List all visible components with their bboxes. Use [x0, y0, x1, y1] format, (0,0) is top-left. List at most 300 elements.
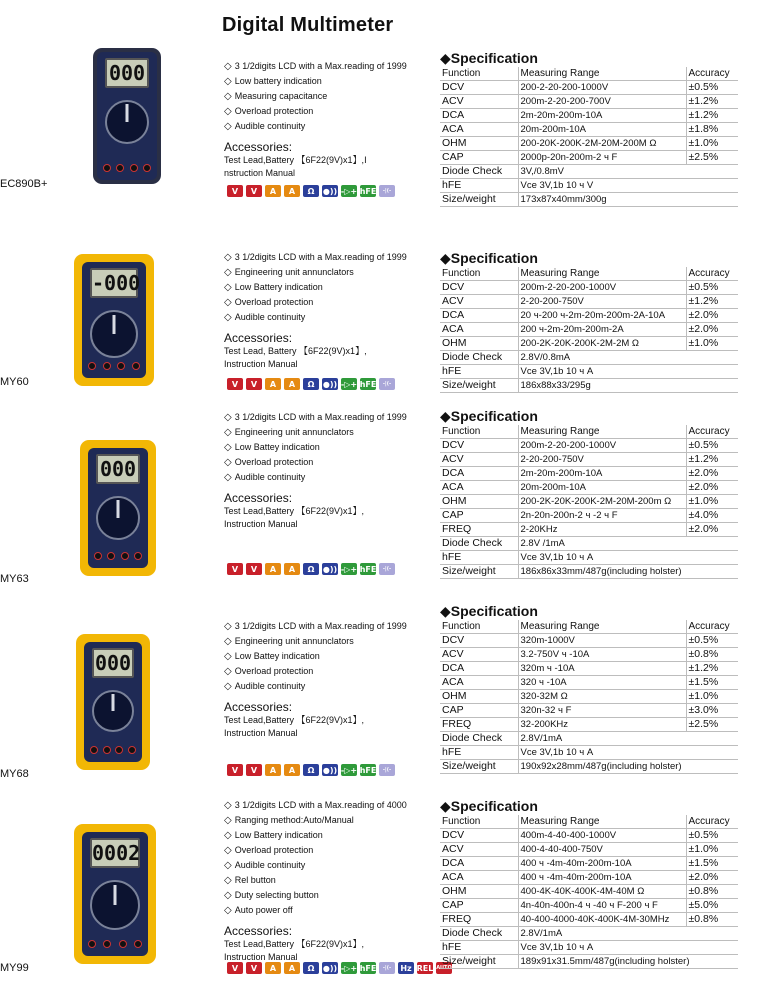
function-badges	[227, 563, 395, 575]
spec-cell: ACV	[440, 453, 518, 467]
input-jack	[103, 362, 111, 370]
spec-cell: DCV	[440, 634, 518, 648]
feature-text: Engineering unit annunclators	[234, 427, 354, 437]
function-badge: A	[284, 378, 300, 390]
spec-cell: CAP	[440, 151, 518, 165]
function-badge: REL	[416, 963, 434, 973]
specification-block	[440, 408, 738, 579]
feature-text: Engineering unit annunclators	[234, 636, 354, 646]
spec-cell: 400 ч -4m-40m-200m-10A	[518, 871, 686, 885]
spec-header-cell: Accuracy	[686, 815, 738, 829]
spec-row	[440, 704, 738, 718]
spec-table	[440, 815, 738, 969]
feature-list	[224, 59, 407, 180]
spec-header-cell: Accuracy	[686, 425, 738, 439]
spec-cell: OHM	[440, 337, 518, 351]
spec-cell: 320-32M Ω	[518, 690, 686, 704]
function-badge: ●))	[322, 963, 338, 973]
function-badge: A	[265, 563, 281, 575]
spec-row	[440, 295, 738, 309]
spec-cell: 200 ч-2m-20m-200m-2A	[518, 323, 686, 337]
diamond-icon: ◇	[224, 427, 232, 438]
spec-cell: 3.2-750V ч -10A	[518, 648, 686, 662]
feature-item	[224, 798, 407, 813]
spec-title-text: Specification	[450, 250, 538, 266]
function-badge: A	[265, 764, 281, 776]
feature-text: Auto power off	[234, 905, 293, 915]
function-badge: -▷+	[340, 564, 358, 574]
function-badge: -|(-	[379, 563, 395, 575]
spec-cell: 2-20KHz	[518, 523, 686, 537]
spec-cell: ±1.0%	[686, 337, 738, 351]
spec-cell: OHM	[440, 495, 518, 509]
spec-cell: DCV	[440, 81, 518, 95]
spec-cell: hFE	[440, 365, 518, 379]
feature-item	[224, 265, 407, 280]
spec-cell: 200m-2-20-200-1000V	[518, 439, 686, 453]
function-badge: A	[284, 764, 300, 776]
spec-cell: ±1.5%	[686, 857, 738, 871]
function-badge: V	[246, 563, 262, 575]
spec-row	[440, 537, 738, 551]
lcd-display: 000	[92, 648, 134, 678]
spec-cell: DCA	[440, 662, 518, 676]
function-badge: -▷+	[340, 765, 358, 775]
spec-title-text: Specification	[450, 798, 538, 814]
spec-cell: Size/weight	[440, 193, 518, 207]
input-jack	[132, 362, 140, 370]
spec-cell: ±0.8%	[686, 913, 738, 927]
spec-cell: 20 ч-200 ч-2m-20m-200m-2A-10A	[518, 309, 686, 323]
function-badge: V	[227, 378, 243, 390]
feature-item	[224, 664, 407, 679]
spec-row	[440, 857, 738, 871]
diamond-icon: ◇	[224, 800, 232, 811]
function-badge: Ω	[303, 962, 319, 974]
spec-cell: 320 ч -10A	[518, 676, 686, 690]
function-badge: ●))	[322, 186, 338, 196]
spec-cell: ±1.0%	[686, 495, 738, 509]
spec-row	[440, 109, 738, 123]
specification-block	[440, 603, 738, 774]
spec-header-cell: Measuring Range	[518, 815, 686, 829]
diamond-icon: ◇	[224, 312, 232, 323]
feature-text: Engineering unit annunclators	[234, 267, 354, 277]
feature-list	[224, 619, 407, 740]
spec-cell: ±0.5%	[686, 281, 738, 295]
feature-item	[224, 649, 407, 664]
spec-cell: 320m ч -10A	[518, 662, 686, 676]
function-badge: Ω	[303, 378, 319, 390]
diamond-icon: ◇	[224, 830, 232, 841]
multimeter-image	[76, 634, 150, 770]
spec-cell: ACA	[440, 323, 518, 337]
feature-text: Audible continuity	[234, 121, 306, 131]
spec-cell: FREQ	[440, 523, 518, 537]
spec-cell: 3V,/0.8mV	[518, 165, 738, 179]
spec-cell: 20m-200m-10A	[518, 481, 686, 495]
function-badge: hFE	[359, 186, 377, 196]
function-badge: Ω	[303, 563, 319, 575]
input-jack	[94, 552, 102, 560]
specification-block	[440, 250, 738, 393]
spec-cell: 200-2-20-200-1000V	[518, 81, 686, 95]
lcd-display: -000	[90, 268, 138, 298]
feature-item	[224, 843, 407, 858]
diamond-icon: ◇	[224, 875, 232, 886]
diamond-icon: ◇	[224, 905, 232, 916]
spec-cell: ±0.5%	[686, 81, 738, 95]
spec-cell: 400-4-40-400-750V	[518, 843, 686, 857]
spec-header-cell: Function	[440, 425, 518, 439]
diamond-icon: ◇	[224, 282, 232, 293]
feature-text: Ranging method:Auto/Manual	[234, 815, 354, 825]
spec-row	[440, 760, 738, 774]
spec-row	[440, 927, 738, 941]
spec-cell: Size/weight	[440, 760, 518, 774]
spec-cell: Vce 3V,1b 10 ч A	[518, 941, 738, 955]
rotary-dial	[90, 880, 140, 930]
spec-cell: OHM	[440, 885, 518, 899]
spec-row	[440, 634, 738, 648]
spec-cell: ±1.2%	[686, 662, 738, 676]
spec-cell: ±0.5%	[686, 439, 738, 453]
spec-cell: 2.8V /1mA	[518, 537, 738, 551]
spec-row	[440, 662, 738, 676]
function-badge: -|(-	[379, 764, 395, 776]
spec-title	[440, 603, 738, 620]
function-badge: A	[265, 185, 281, 197]
input-jack	[130, 164, 138, 172]
feature-item	[224, 679, 407, 694]
function-badge: Ω	[303, 764, 319, 776]
lcd-display: 000	[96, 454, 140, 484]
feature-item	[224, 59, 407, 74]
lcd-display: 0002	[90, 838, 140, 868]
spec-cell: Size/weight	[440, 565, 518, 579]
spec-cell: ±1.0%	[686, 843, 738, 857]
spec-cell: 32-200KHz	[518, 718, 686, 732]
function-badge: V	[246, 764, 262, 776]
spec-row	[440, 123, 738, 137]
function-badge: hFE	[359, 765, 377, 775]
rotary-dial	[90, 310, 138, 358]
diamond-icon: ◇	[224, 681, 232, 692]
spec-row	[440, 955, 738, 969]
feature-list	[224, 250, 407, 371]
feature-item	[224, 634, 407, 649]
spec-cell: CAP	[440, 509, 518, 523]
spec-header-row	[440, 267, 738, 281]
spec-cell: 200-20K-200K-2M-20M-200M Ω	[518, 137, 686, 151]
spec-row	[440, 746, 738, 760]
spec-cell: 200-2K-20K-200K-2M-20M-200m Ω	[518, 495, 686, 509]
feature-item	[224, 888, 407, 903]
spec-cell: DCA	[440, 309, 518, 323]
spec-header-row	[440, 67, 738, 81]
feature-item	[224, 74, 407, 89]
diamond-icon: ◇	[224, 252, 232, 263]
input-jack	[121, 552, 129, 560]
spec-cell: 200m-2-20-200-1000V	[518, 281, 686, 295]
spec-cell: 189x91x31.5mm/487g(including holster)	[518, 955, 738, 969]
function-badge: -|(-	[379, 378, 395, 390]
feature-item	[224, 873, 407, 888]
spec-cell: hFE	[440, 551, 518, 565]
spec-header-row	[440, 620, 738, 634]
feature-text: 3 1/2digits LCD with a Max.reading of 1999	[234, 252, 407, 262]
rotary-dial	[105, 100, 149, 144]
feature-item	[224, 470, 407, 485]
function-badge: -▷+	[340, 379, 358, 389]
input-jack	[134, 552, 142, 560]
spec-cell: 190x92x28mm/487g(including holster)	[518, 760, 738, 774]
spec-row	[440, 899, 738, 913]
function-badge: ●))	[322, 564, 338, 574]
spec-cell: ±4.0%	[686, 509, 738, 523]
feature-text: Low Battery indication	[234, 830, 323, 840]
accessories-text: Instruction Manual	[224, 359, 298, 369]
input-jack	[134, 940, 142, 948]
function-badge: -▷+	[340, 186, 358, 196]
spec-cell: ACA	[440, 871, 518, 885]
spec-title-text: Specification	[450, 50, 538, 66]
function-badge: V	[246, 962, 262, 974]
spec-header-cell: Measuring Range	[518, 67, 686, 81]
function-badge: V	[227, 764, 243, 776]
spec-cell: FREQ	[440, 718, 518, 732]
spec-cell: Size/weight	[440, 379, 518, 393]
model-label: MY63	[0, 573, 29, 585]
multimeter-image	[80, 440, 156, 576]
accessories-text: Instruction Manual	[224, 952, 298, 962]
spec-cell: hFE	[440, 179, 518, 193]
diamond-bullet-icon: ◆	[440, 250, 451, 266]
input-jack	[119, 940, 127, 948]
diamond-icon: ◇	[224, 890, 232, 901]
spec-row	[440, 565, 738, 579]
spec-row	[440, 439, 738, 453]
spec-header-cell: Accuracy	[686, 67, 738, 81]
function-badge: ●))	[322, 379, 338, 389]
spec-cell: Diode Check	[440, 732, 518, 746]
spec-cell: ACA	[440, 481, 518, 495]
spec-cell: ±0.8%	[686, 885, 738, 899]
function-badges	[227, 764, 395, 776]
product-section	[0, 594, 760, 784]
accessories-text: nstruction Manual	[224, 168, 296, 178]
spec-cell: 173x87x40mm/300g	[518, 193, 738, 207]
accessories-title: Accessories:	[224, 924, 293, 938]
spec-cell: ACV	[440, 295, 518, 309]
spec-cell: ±1.2%	[686, 295, 738, 309]
function-badge: V	[227, 185, 243, 197]
spec-cell: 200m-2-20-200-700V	[518, 95, 686, 109]
spec-cell: Diode Check	[440, 351, 518, 365]
feature-list	[224, 410, 407, 531]
accessories-text: Test Lead, Battery 【6F22(9V)x1】,	[224, 346, 367, 356]
spec-row	[440, 509, 738, 523]
spec-row	[440, 551, 738, 565]
diamond-icon: ◇	[224, 651, 232, 662]
spec-row	[440, 137, 738, 151]
page-title: Digital Multimeter	[222, 14, 394, 36]
accessories-text: Instruction Manual	[224, 728, 298, 738]
spec-cell: OHM	[440, 690, 518, 704]
feature-item	[224, 119, 407, 134]
function-badges	[227, 378, 395, 390]
feature-text: Low Battey indication	[234, 442, 320, 452]
accessories-text: Instruction Manual	[224, 519, 298, 529]
spec-cell: ACA	[440, 123, 518, 137]
function-badge: -|(-	[379, 962, 395, 974]
spec-cell: DCV	[440, 829, 518, 843]
function-badge: -|(-	[379, 185, 395, 197]
function-badges	[227, 185, 395, 197]
spec-cell: 2m-20m-200m-10A	[518, 467, 686, 481]
spec-cell: CAP	[440, 704, 518, 718]
input-jack	[103, 746, 111, 754]
feature-text: Audible continuity	[234, 681, 306, 691]
spec-row	[440, 690, 738, 704]
diamond-icon: ◇	[224, 457, 232, 468]
diamond-icon: ◇	[224, 636, 232, 647]
function-badge: A	[265, 962, 281, 974]
accessories-text: Test Lead,Battery 【6F22(9V)x1】,	[224, 939, 365, 949]
spec-cell: ACA	[440, 676, 518, 690]
spec-row	[440, 871, 738, 885]
spec-row	[440, 481, 738, 495]
input-jack	[88, 940, 96, 948]
spec-cell: ±0.8%	[686, 648, 738, 662]
feature-item	[224, 250, 407, 265]
spec-cell: ±2.0%	[686, 523, 738, 537]
spec-cell: DCA	[440, 109, 518, 123]
spec-cell: CAP	[440, 899, 518, 913]
spec-cell: 2000p-20n-200m-2 ч F	[518, 151, 686, 165]
function-badge: -▷+	[340, 963, 358, 973]
feature-text: 3 1/2digits LCD with a Max.reading of 1999	[234, 61, 407, 71]
model-label: EC890B+	[0, 178, 48, 190]
feature-text: Overload protection	[234, 457, 314, 467]
feature-text: Audible continuity	[234, 472, 306, 482]
spec-cell: DCA	[440, 857, 518, 871]
input-jack	[90, 746, 98, 754]
spec-cell: ±2.0%	[686, 467, 738, 481]
feature-text: Overload protection	[234, 845, 314, 855]
spec-cell: ±0.5%	[686, 634, 738, 648]
product-section	[0, 398, 760, 588]
product-section	[0, 42, 760, 232]
spec-cell: Vce 3V,1b 10 ч V	[518, 179, 738, 193]
accessories-text: Test Lead,Battery 【6F22(9V)x1】,	[224, 506, 365, 516]
spec-cell: 2-20-200-750V	[518, 295, 686, 309]
spec-row	[440, 467, 738, 481]
spec-table	[440, 67, 738, 207]
feature-item	[224, 425, 407, 440]
rotary-dial	[96, 496, 140, 540]
spec-row	[440, 365, 738, 379]
feature-item	[224, 813, 407, 828]
spec-cell: 2-20-200-750V	[518, 453, 686, 467]
spec-cell: ±1.8%	[686, 123, 738, 137]
spec-header-cell: Function	[440, 267, 518, 281]
spec-row	[440, 151, 738, 165]
spec-cell: DCA	[440, 467, 518, 481]
spec-row	[440, 829, 738, 843]
spec-cell: 400-4K-40K-400K-4M-40M Ω	[518, 885, 686, 899]
product-section	[0, 790, 760, 980]
model-label: MY99	[0, 962, 29, 974]
model-label: MY60	[0, 376, 29, 388]
spec-cell: ±1.2%	[686, 95, 738, 109]
spec-cell: FREQ	[440, 913, 518, 927]
function-badge: A	[284, 563, 300, 575]
feature-item	[224, 619, 407, 634]
spec-cell: ±2.0%	[686, 309, 738, 323]
diamond-icon: ◇	[224, 121, 232, 132]
function-badge: hFE	[359, 963, 377, 973]
spec-row	[440, 95, 738, 109]
diamond-icon: ◇	[224, 61, 232, 72]
spec-header-cell: Function	[440, 620, 518, 634]
feature-item	[224, 828, 407, 843]
feature-text: Overload protection	[234, 297, 314, 307]
spec-row	[440, 885, 738, 899]
spec-cell: OHM	[440, 137, 518, 151]
spec-row	[440, 179, 738, 193]
diamond-icon: ◇	[224, 91, 232, 102]
spec-header-cell: Measuring Range	[518, 267, 686, 281]
diamond-icon: ◇	[224, 442, 232, 453]
spec-cell: ±2.5%	[686, 151, 738, 165]
diamond-icon: ◇	[224, 845, 232, 856]
spec-row	[440, 309, 738, 323]
spec-header-cell: Function	[440, 815, 518, 829]
spec-cell: DCV	[440, 439, 518, 453]
spec-row	[440, 453, 738, 467]
accessories-title: Accessories:	[224, 140, 293, 154]
function-badge: V	[227, 563, 243, 575]
feature-text: Low Battey indication	[234, 651, 320, 661]
spec-row	[440, 337, 738, 351]
spec-header-cell: Measuring Range	[518, 425, 686, 439]
spec-cell: ACV	[440, 648, 518, 662]
spec-cell: hFE	[440, 746, 518, 760]
spec-cell: ±1.2%	[686, 109, 738, 123]
spec-title	[440, 50, 738, 67]
specification-block	[440, 798, 738, 969]
spec-row	[440, 281, 738, 295]
function-badge: Ω	[303, 185, 319, 197]
spec-row	[440, 81, 738, 95]
spec-row	[440, 676, 738, 690]
spec-cell: Diode Check	[440, 927, 518, 941]
spec-cell: ±1.5%	[686, 676, 738, 690]
spec-header-row	[440, 815, 738, 829]
spec-table	[440, 425, 738, 579]
function-badge: hFE	[359, 564, 377, 574]
function-badge: V	[246, 378, 262, 390]
diamond-icon: ◇	[224, 860, 232, 871]
spec-cell: DCV	[440, 281, 518, 295]
diamond-icon: ◇	[224, 297, 232, 308]
spec-cell: 2.8V/1mA	[518, 732, 738, 746]
function-badge: ●))	[322, 765, 338, 775]
spec-table	[440, 267, 738, 393]
spec-row	[440, 941, 738, 955]
feature-item	[224, 310, 407, 325]
